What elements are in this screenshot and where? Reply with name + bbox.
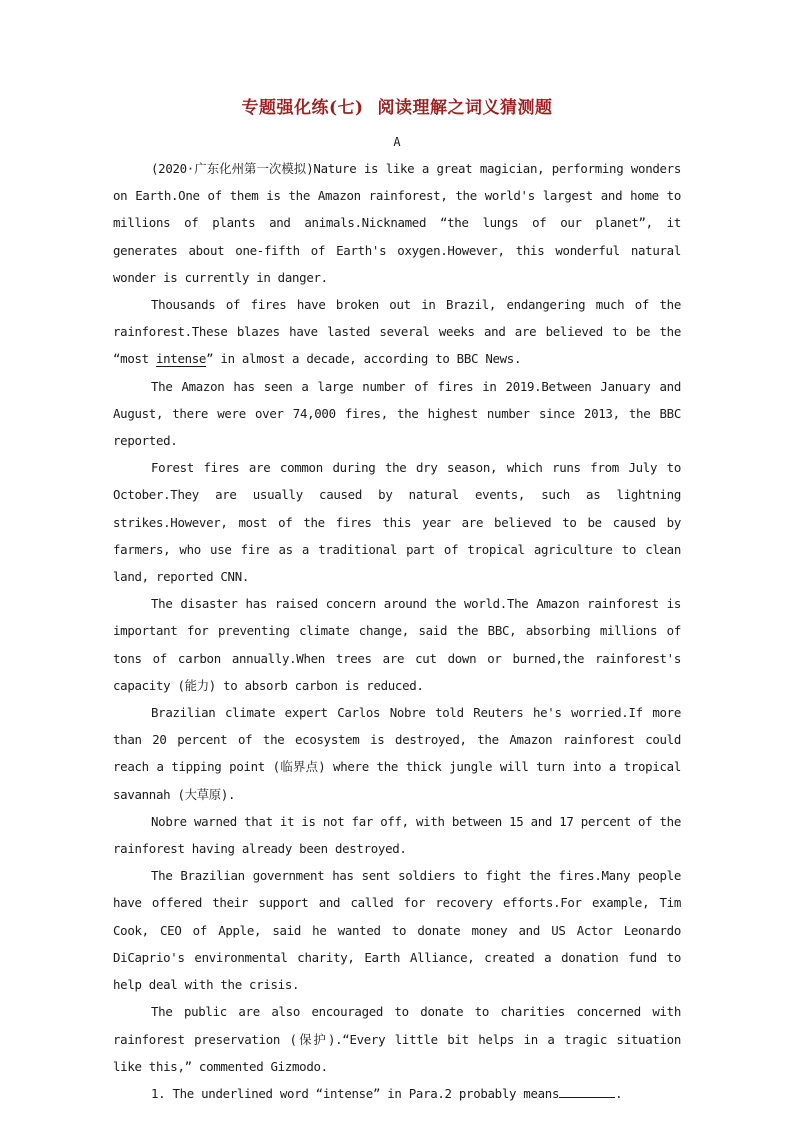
paragraph-2-start: Thousands of fires have broken out in Brazil, endangering much of the rainforest.These blazes have lasted several weeks and are believed to be the “most (113, 297, 681, 367)
underlined-word: intense (155, 351, 207, 367)
page-title (113, 96, 681, 120)
paragraph-2 (113, 291, 681, 373)
title-main: 专题强化练(七) (241, 98, 364, 118)
section-label: A (393, 135, 401, 149)
paragraph-5: The disaster has raised concern around the world.The Amazon rainforest is important for preventing climate change, said the BBC, absorbing millions of tons of carbon annually.When trees are cut down or burned,the rainforest's capacity (能力) to absorb carbon is reduced. (113, 596, 681, 693)
document-page (113, 96, 681, 1107)
answer-blank[interactable] (559, 1085, 615, 1098)
paragraph-1: (2020·广东化州第一次模拟)Nature is like a great magician, performing wonders on Earth.One of them is the Amazon rainforest, the world's largest and home to millions of plants and animals.Nicknamed “the lungs of our planet”, it generates about one-fifth of Earth's oxygen.However, this wonderful natural wonder is currently in danger. (113, 161, 681, 285)
paragraph-3: The Amazon has seen a large number of fires in 2019.Between January and August, there were over 74,000 fires, the highest number since 2013, the BBC reported. (113, 378, 681, 449)
paragraph-7: Nobre warned that it is not far off, with between 15 and 17 percent of the rainforest having already been destroyed. (113, 813, 681, 857)
paragraph-8: The Brazilian government has sent soldiers to fight the fires.Many people have offered their support and called for recovery efforts.For example, Tim Cook, CEO of Apple, said he wanted to donate money and US Actor Leonardo DiCaprio's environmental charity, Earth Alliance, created a donation fund to help deal with the crisis. (113, 868, 681, 993)
paragraph-2-end: ” in almost a decade, according to BBC News. (206, 351, 522, 367)
paragraph-4: Forest fires are common during the dry season, which runs from July to October.They are usually caused by natural events, such as lightning strikes.However, most of the fires this year are believed to be caused by farmers, who use fire as a traditional part of tropical agriculture to clean land, reported CNN. (113, 460, 681, 585)
question-1-text: 1. The underlined word “intense” in Para.2 probably means (151, 1085, 560, 1101)
question-1 (113, 1080, 681, 1107)
paragraph-9: The public are also encouraged to donate to charities concerned with rainforest preservation (保护).“Every little bit helps in a tragic situation like this,” commented Gizmodo. (113, 1004, 681, 1074)
question-1-end: . (615, 1085, 623, 1101)
title-sub: 阅读理解之词义猜测题 (377, 98, 553, 118)
paragraph-6: Brazilian climate expert Carlos Nobre told Reuters he's worried.If more than 20 percent of the ecosystem is destroyed, the Amazon rainforest could reach a tipping point (临界点) where the thick jungle will turn into a tropical savannah (大草原). (113, 705, 681, 802)
